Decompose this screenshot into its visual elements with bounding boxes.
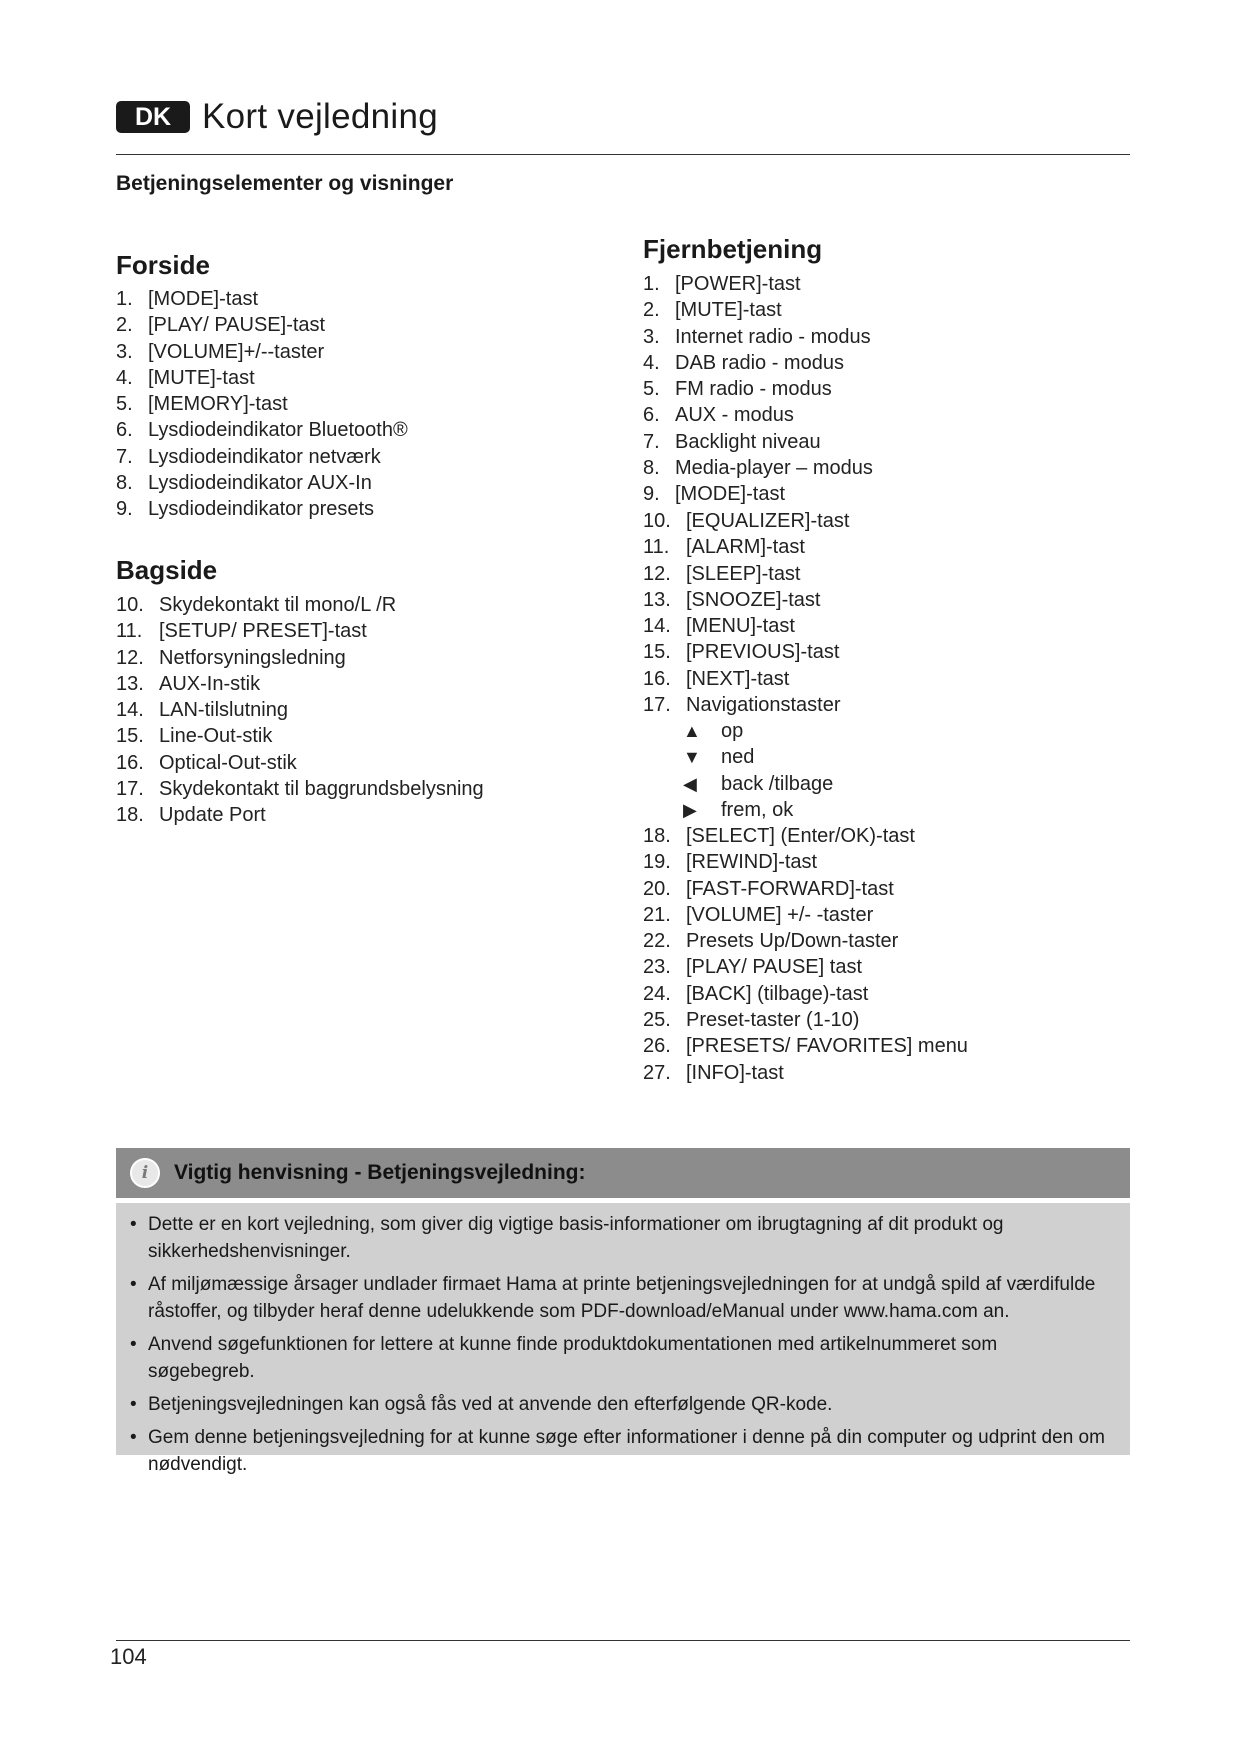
- forside-item: [116, 391, 408, 417]
- list-item-number: 8.: [643, 457, 660, 480]
- list-item-text: [PREVIOUS]-tast: [686, 641, 840, 664]
- remote-item: [643, 402, 873, 428]
- bagside-item: [116, 671, 484, 697]
- list-item-text: Internet radio - modus: [675, 325, 871, 348]
- remote-item: [643, 692, 849, 718]
- bagside-item: [116, 697, 484, 723]
- navigation-key-text: ned: [721, 746, 755, 769]
- forside-heading: Forside: [116, 250, 210, 280]
- remote-item: [643, 928, 968, 954]
- list-item-text: AUX-In-stik: [159, 672, 261, 695]
- notice-title: Vigtig henvisning - Betjeningsvejledning:: [174, 1161, 586, 1184]
- list-item-text: [MODE]-tast: [148, 288, 259, 310]
- list-item-number: 9.: [116, 498, 133, 521]
- list-item-number: 6.: [116, 419, 133, 442]
- list-item-number: 6.: [643, 404, 660, 427]
- list-item-number: 10.: [643, 510, 671, 532]
- list-item-number: 17.: [116, 778, 144, 801]
- forside-item: [116, 444, 408, 470]
- bagside-item: [116, 802, 484, 828]
- list-item-number: 11.: [116, 620, 143, 643]
- remote-item: [643, 981, 968, 1007]
- arrow-left-icon: ◀: [683, 773, 697, 794]
- list-item-text: [VOLUME] +/- -taster: [686, 903, 874, 926]
- remote-item: [643, 455, 873, 481]
- list-item-number: 11.: [643, 536, 670, 559]
- list-item-number: 4.: [116, 366, 133, 389]
- list-item-text: Lysdiodeindikator AUX-In: [148, 472, 372, 495]
- list-item-number: 8.: [116, 472, 133, 495]
- bagside-item: [116, 645, 484, 671]
- forside-item: [116, 365, 408, 391]
- remote-heading: Fjernbetjening: [643, 234, 823, 264]
- list-item-text: [FAST-FORWARD]-tast: [686, 877, 894, 900]
- list-item-text: Skydekontakt til baggrundsbelysning: [159, 778, 484, 801]
- list-item-text: Lysdiodeindikator netværk: [148, 445, 381, 468]
- bagside-heading: Bagside: [116, 555, 218, 585]
- list-item-text: [MUTE]-tast: [675, 299, 782, 322]
- list-item-text: [MODE]-tast: [675, 483, 786, 506]
- document-title: Kort vejledning: [202, 97, 439, 136]
- footer-divider: [116, 1640, 1130, 1641]
- list-item-number: 23.: [643, 956, 671, 979]
- list-item-text: [SETUP/ PRESET]-tast: [159, 620, 367, 643]
- list-item-text: [EQUALIZER]-tast: [686, 510, 850, 532]
- section-subtitle: Betjeningselementer og visninger: [116, 172, 454, 195]
- list-item-text: [SLEEP]-tast: [686, 562, 801, 585]
- list-item-text: [MENU]-tast: [686, 615, 795, 638]
- list-item-text: Media-player – modus: [675, 457, 873, 480]
- notice-bullet: • Gem denne betjeningsvejledning for at kunne søge efter informationer i denne på din computer og udprint den om nødvendigt.: [130, 1424, 1108, 1478]
- list-item-text: DAB radio - modus: [675, 351, 844, 374]
- navigation-key-item: [643, 771, 833, 797]
- bagside-item: [116, 750, 484, 776]
- forside-list: [116, 286, 408, 523]
- list-item-number: 2.: [643, 299, 660, 322]
- forside-item: [116, 312, 408, 338]
- notice-header: [116, 1148, 1130, 1198]
- remote-list-part1: [643, 271, 873, 508]
- remote-item: [643, 1033, 968, 1059]
- bagside-item: [116, 776, 484, 802]
- list-item-text: [MUTE]-tast: [148, 366, 255, 389]
- header-divider: [116, 154, 1130, 155]
- list-item-number: 14.: [116, 699, 144, 722]
- remote-item: [643, 429, 873, 455]
- list-item-text: [SNOOZE]-tast: [686, 588, 821, 611]
- list-item-text: Lysdiodeindikator presets: [148, 498, 375, 521]
- list-item-text: FM radio - modus: [675, 378, 832, 401]
- list-item-text: [SELECT] (Enter/OK)-tast: [686, 825, 915, 847]
- remote-item: [643, 561, 849, 587]
- notice-bullet: • Anvend søgefunktionen for lettere at kunne finde produktdokumentationen med artikelnummeret som søgebegreb.: [130, 1331, 1108, 1385]
- list-item-number: 26.: [643, 1035, 671, 1058]
- list-item-number: 7.: [643, 430, 660, 453]
- remote-item: [643, 1007, 968, 1033]
- forside-item: [116, 286, 408, 312]
- remote-list-part2: [643, 508, 849, 718]
- list-item-text: [PLAY/ PAUSE]-tast: [148, 314, 326, 337]
- bagside-item: [116, 592, 484, 618]
- remote-item: [643, 849, 968, 875]
- remote-list-part3: [643, 823, 968, 1086]
- arrow-up-icon: ▲: [683, 721, 701, 741]
- list-item-text: Backlight niveau: [675, 430, 821, 453]
- list-item-text: [VOLUME]+/--taster: [148, 340, 325, 363]
- list-item-number: 9.: [643, 483, 660, 506]
- list-item-text: Update Port: [159, 804, 266, 827]
- forside-item: [116, 339, 408, 365]
- bagside-item: [116, 723, 484, 749]
- remote-item: [643, 376, 873, 402]
- notice-bullets: [130, 1211, 1108, 1478]
- navigation-key-text: frem, ok: [721, 798, 794, 821]
- forside-item: [116, 496, 408, 522]
- list-item-number: 24.: [643, 982, 671, 1005]
- arrow-right-icon: ▶: [683, 799, 697, 820]
- remote-item: [643, 481, 873, 507]
- list-item-number: 2.: [116, 314, 133, 337]
- list-item-number: 17.: [643, 694, 671, 717]
- list-item-text: Preset-taster (1-10): [686, 1009, 860, 1032]
- remote-item: [643, 350, 873, 376]
- remote-item: [643, 876, 968, 902]
- notice-body: [116, 1203, 1130, 1475]
- remote-item: [643, 587, 849, 613]
- list-item-number: 4.: [643, 351, 660, 374]
- list-item-number: 12.: [116, 646, 144, 669]
- bagside-item: [116, 618, 484, 644]
- remote-item: [643, 534, 849, 560]
- list-item-text: [REWIND]-tast: [686, 851, 818, 874]
- list-item-number: 10.: [116, 594, 144, 616]
- list-item-number: 19.: [643, 851, 671, 874]
- list-item-number: 1.: [116, 288, 133, 310]
- list-item-text: [POWER]-tast: [675, 273, 801, 295]
- remote-item: [643, 666, 849, 692]
- list-item-number: 1.: [643, 273, 660, 295]
- list-item-text: [PRESETS/ FAVORITES] menu: [686, 1035, 968, 1058]
- list-item-text: [ALARM]-tast: [686, 536, 805, 559]
- list-item-number: 20.: [643, 877, 671, 900]
- list-item-number: 16.: [643, 667, 671, 690]
- remote-item: [643, 823, 968, 849]
- list-item-number: 18.: [643, 825, 671, 847]
- list-item-number: 25.: [643, 1009, 671, 1032]
- forside-item: [116, 470, 408, 496]
- list-item-text: [PLAY/ PAUSE] tast: [686, 956, 862, 979]
- list-item-text: Lysdiodeindikator Bluetooth®: [148, 419, 408, 442]
- list-item-text: AUX - modus: [675, 404, 794, 427]
- list-item-number: 3.: [116, 340, 133, 363]
- list-item-text: Netforsyningsledning: [159, 646, 346, 669]
- info-icon: i: [130, 1158, 160, 1188]
- list-item-number: 27.: [643, 1061, 671, 1084]
- navigation-key-text: op: [721, 720, 744, 742]
- language-badge: DK: [116, 101, 190, 133]
- list-item-number: 15.: [643, 641, 671, 664]
- list-item-number: 13.: [643, 588, 671, 611]
- list-item-number: 18.: [116, 804, 144, 827]
- bagside-list: [116, 592, 484, 829]
- list-item-number: 5.: [643, 378, 660, 401]
- remote-item: [643, 271, 873, 297]
- remote-item: [643, 902, 968, 928]
- navigation-key-item: [643, 744, 833, 770]
- list-item-number: 21.: [643, 903, 671, 926]
- notice-bullet: • Af miljømæssige årsager undlader firmaet Hama at printe betjeningsvejledningen for at undgå spild af værdifulde råstoffer, og tilbyder heraf denne udelukkende som PDF-download/eManual under www.hama.com an.: [130, 1271, 1108, 1325]
- list-item-text: Optical-Out-stik: [159, 751, 297, 774]
- list-item-text: Navigationstaster: [686, 694, 841, 717]
- notice-bullet: • Dette er en kort vejledning, som giver dig vigtige basis-informationer om ibrugtagning af dit produkt og sikkerhedshenvisninger.: [130, 1211, 1108, 1265]
- remote-item: [643, 639, 849, 665]
- list-item-text: Presets Up/Down-taster: [686, 930, 899, 953]
- remote-item: [643, 508, 849, 534]
- list-item-text: Skydekontakt til mono/L /R: [159, 594, 397, 616]
- remote-item: [643, 1060, 968, 1086]
- list-item-text: [INFO]-tast: [686, 1061, 784, 1084]
- list-item-number: 7.: [116, 445, 133, 468]
- list-item-number: 15.: [116, 725, 144, 748]
- list-item-number: 3.: [643, 325, 660, 348]
- list-item-text: [BACK] (tilbage)-tast: [686, 982, 869, 1005]
- list-item-text: [MEMORY]-tast: [148, 393, 288, 416]
- list-item-number: 16.: [116, 751, 144, 774]
- list-item-number: 12.: [643, 562, 671, 585]
- remote-item: [643, 954, 968, 980]
- navigation-key-text: back /tilbage: [721, 772, 834, 795]
- list-item-number: 13.: [116, 672, 144, 695]
- page-header: [116, 96, 438, 138]
- list-item-text: LAN-tilslutning: [159, 699, 288, 722]
- navigation-keys-list: [643, 718, 833, 823]
- notice-bullet: • Betjeningsvejledningen kan også fås ved at anvende den efterfølgende QR-kode.: [130, 1391, 1108, 1418]
- list-item-number: 5.: [116, 393, 133, 416]
- remote-item: [643, 613, 849, 639]
- list-item-number: 14.: [643, 615, 671, 638]
- page-number: 104: [110, 1644, 147, 1669]
- remote-item: [643, 324, 873, 350]
- navigation-key-item: [643, 797, 833, 823]
- list-item-text: [NEXT]-tast: [686, 667, 790, 690]
- list-item-text: Line-Out-stik: [159, 725, 273, 748]
- list-item-number: 22.: [643, 930, 671, 953]
- navigation-key-item: [643, 718, 833, 744]
- forside-item: [116, 417, 408, 443]
- remote-item: [643, 297, 873, 323]
- arrow-down-icon: ▼: [683, 747, 701, 768]
